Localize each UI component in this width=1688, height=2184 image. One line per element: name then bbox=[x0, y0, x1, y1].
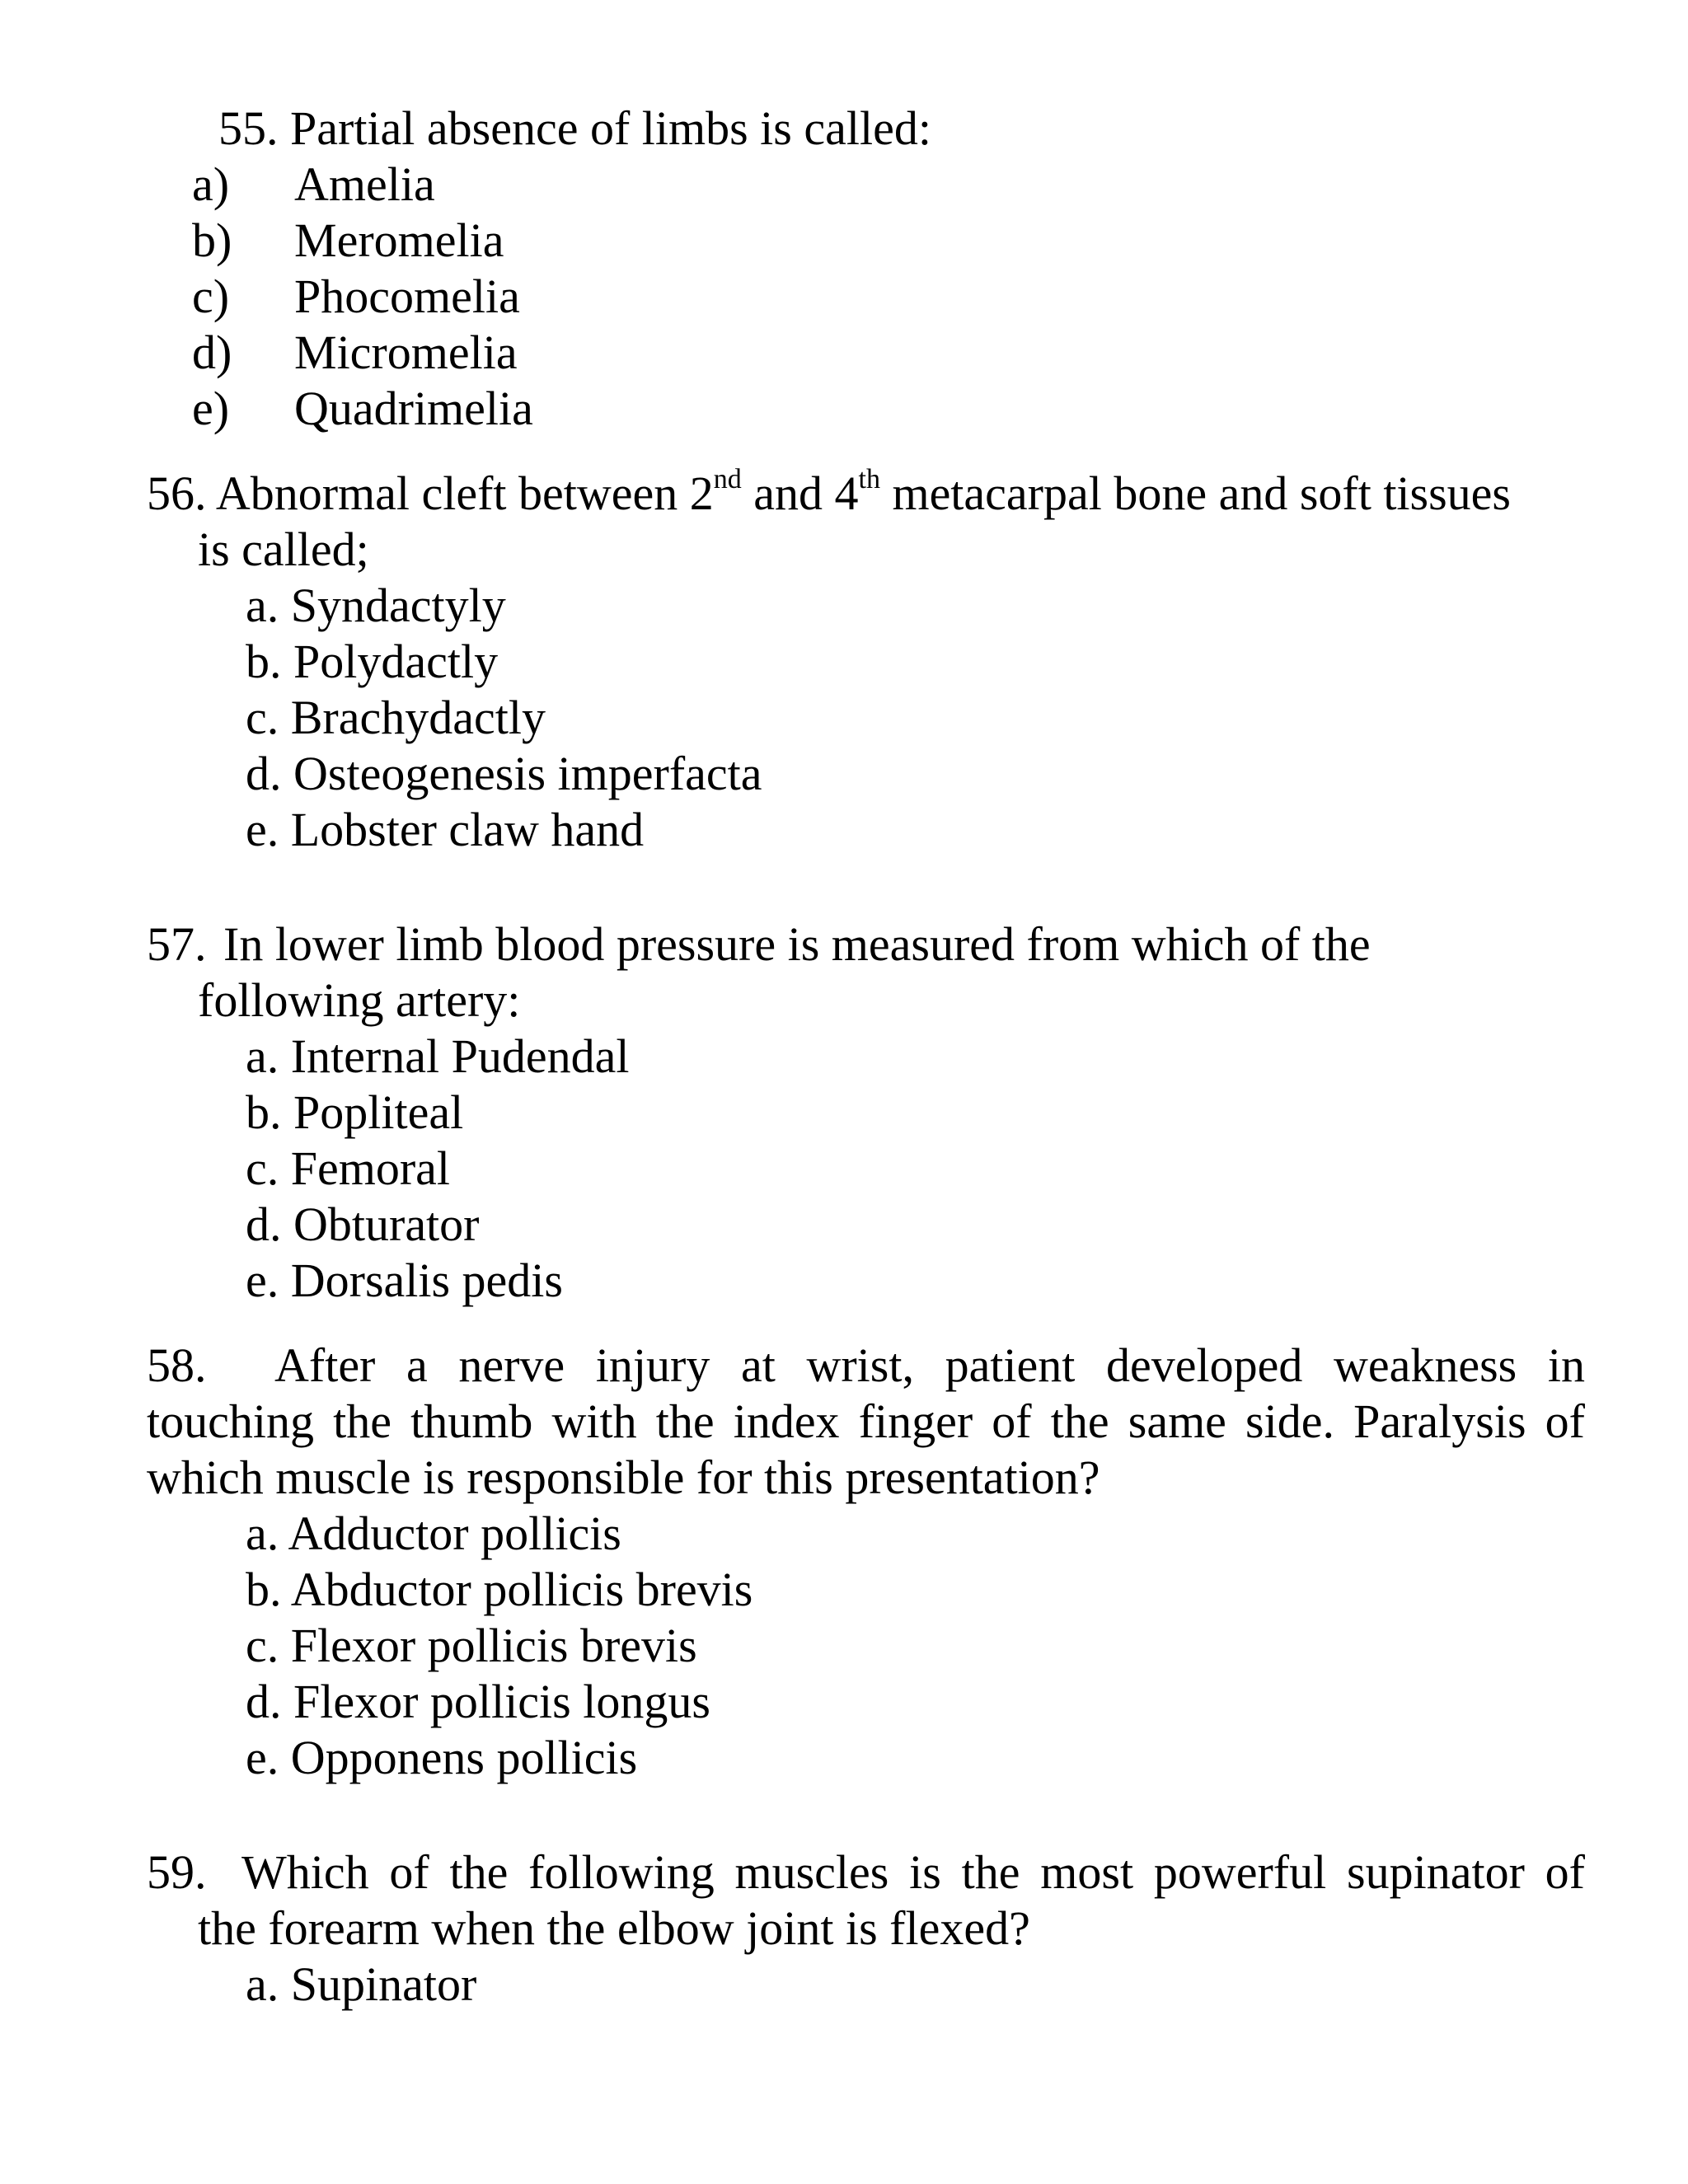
option-label: d) bbox=[192, 326, 232, 379]
question-number: 57. bbox=[147, 917, 207, 971]
question-text-continued: following artery: bbox=[198, 973, 521, 1027]
question-number: 59. bbox=[147, 1845, 207, 1899]
option-text: a. Syndactyly bbox=[246, 579, 506, 632]
option-label: a) bbox=[192, 157, 230, 211]
option-text: c. Brachydactly bbox=[246, 691, 546, 744]
question-text-continued: is called; bbox=[198, 523, 369, 576]
option-text: Amelia bbox=[294, 157, 435, 211]
option-text: e. Dorsalis pedis bbox=[246, 1254, 563, 1307]
option-text: Phocomelia bbox=[294, 269, 520, 323]
option-text: b. Abductor pollicis brevis bbox=[246, 1563, 753, 1616]
question-text-continued: touching the thumb with the index finger of the same side. Paralysis of bbox=[147, 1394, 1585, 1448]
option-text: e. Opponens pollicis bbox=[246, 1731, 638, 1784]
option-text: Micromelia bbox=[294, 326, 518, 379]
question-text: Which of the following muscles is the most powerful supinator of bbox=[241, 1845, 1585, 1899]
question-text: Abnormal cleft between 2nd and 4th metacarpal bone and soft tissues bbox=[215, 463, 1511, 520]
option-text: Meromelia bbox=[294, 213, 504, 267]
question-stem bbox=[147, 1338, 1585, 1394]
option-text: d. Osteogenesis imperfacta bbox=[246, 747, 762, 800]
option-text: b. Polydactly bbox=[246, 635, 499, 688]
option-text: a. Supinator bbox=[246, 1957, 477, 2011]
question-number: 56. bbox=[147, 466, 207, 520]
question-text: In lower limb blood pressure is measured from which of the bbox=[223, 917, 1371, 971]
option-text: Quadrimelia bbox=[294, 382, 533, 435]
question-stem bbox=[147, 1844, 1585, 1900]
option-text: d. Flexor pollicis longus bbox=[246, 1675, 710, 1728]
question-text: Partial absence of limbs is called: bbox=[290, 101, 931, 155]
question-text: After a nerve injury at wrist, patient developed weakness in bbox=[274, 1338, 1585, 1392]
question-text-continued: the forearm when the elbow joint is flexed? bbox=[198, 1901, 1030, 1955]
option-text: e. Lobster claw hand bbox=[246, 803, 645, 856]
option-text: c. Flexor pollicis brevis bbox=[246, 1619, 697, 1672]
option-label: c) bbox=[192, 269, 230, 323]
question-text-continued: which muscle is responsible for this presentation? bbox=[147, 1451, 1100, 1504]
option-text: a. Adductor pollicis bbox=[246, 1507, 621, 1560]
question-number: 58. bbox=[147, 1338, 207, 1392]
option-text: c. Femoral bbox=[246, 1141, 451, 1195]
question-stem bbox=[147, 916, 1371, 972]
option-label: e) bbox=[192, 382, 230, 435]
question-number: 55. bbox=[218, 101, 279, 155]
question-stem bbox=[147, 463, 1511, 522]
option-text: b. Popliteal bbox=[246, 1085, 464, 1139]
option-text: d. Obturator bbox=[246, 1197, 480, 1251]
question-stem bbox=[218, 101, 931, 157]
option-text: a. Internal Pudendal bbox=[246, 1029, 630, 1083]
option-label: b) bbox=[192, 213, 232, 267]
